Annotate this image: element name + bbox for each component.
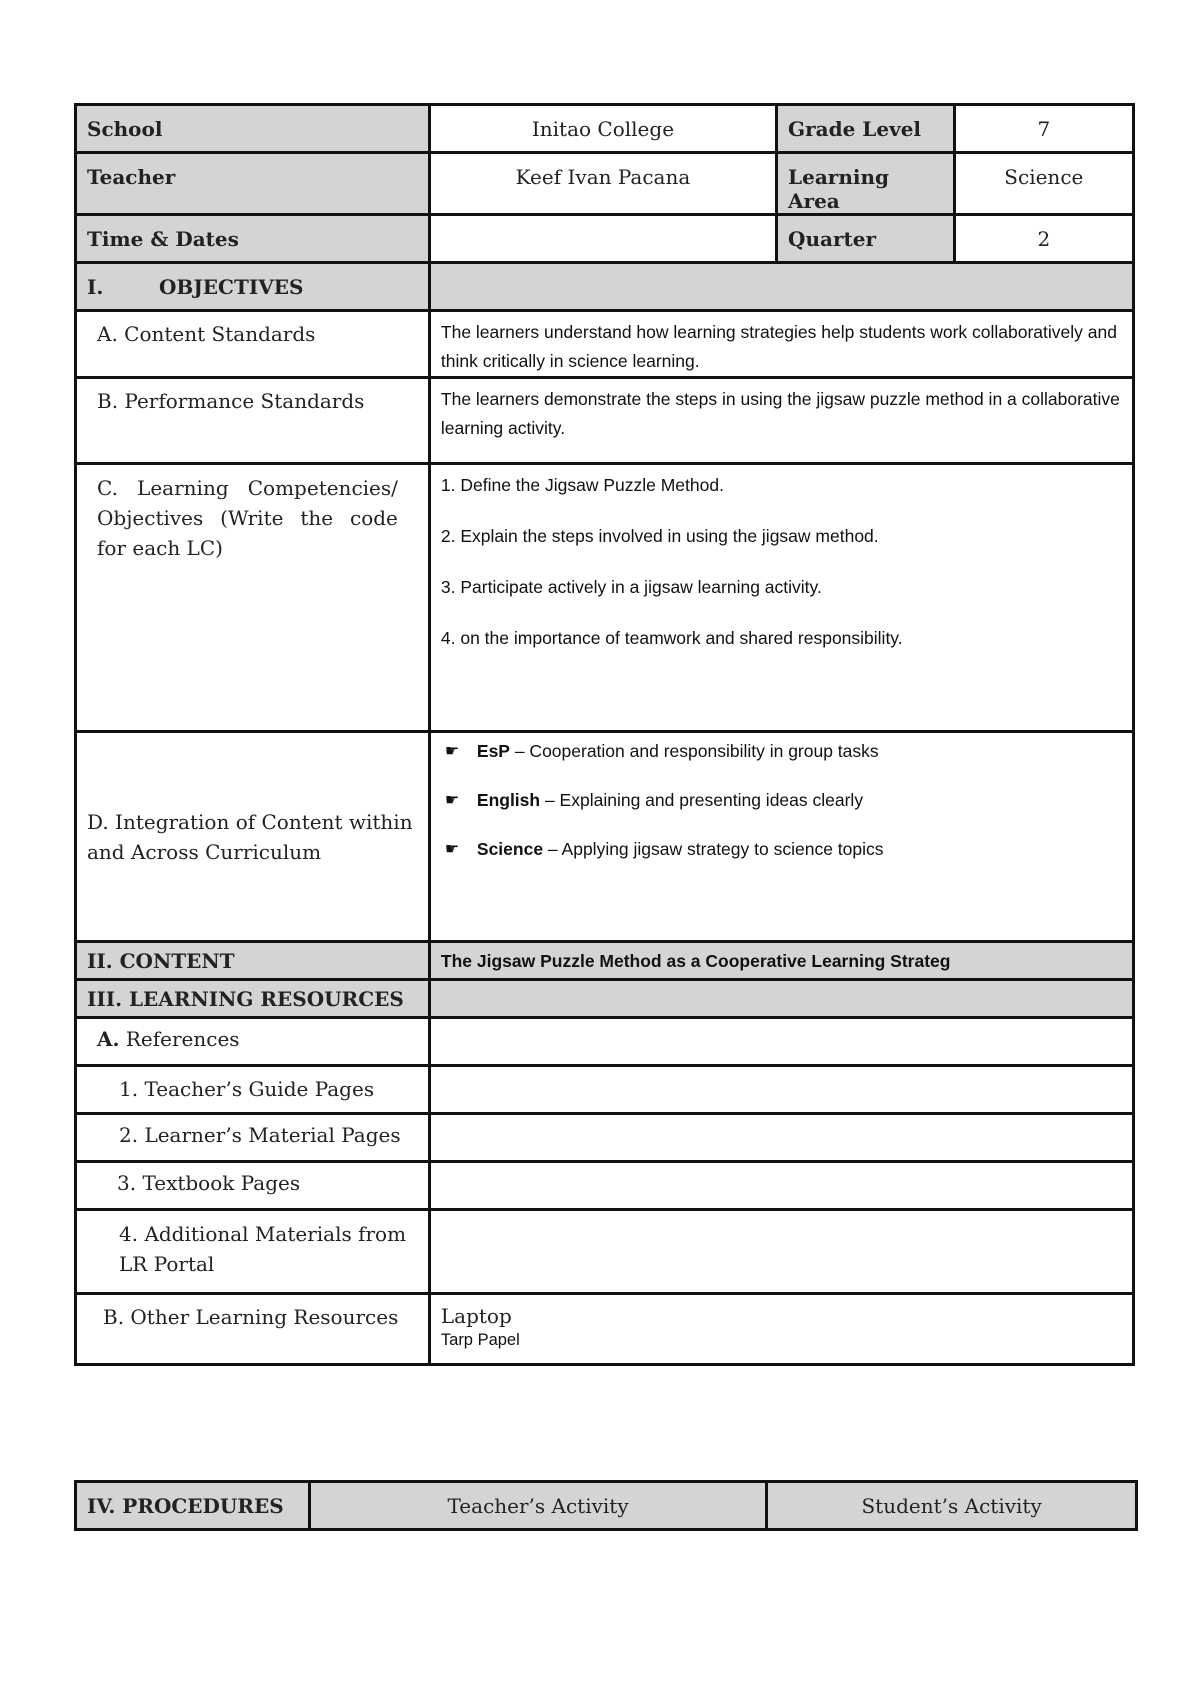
learning-area-label: Learning Area xyxy=(777,153,955,215)
references-prefix: A. xyxy=(97,1027,120,1051)
students-activity-header: Student’s Activity xyxy=(767,1482,1137,1530)
content-label: II. CONTENT xyxy=(76,942,430,980)
references-text: References xyxy=(119,1027,240,1051)
additional-materials-label: 4. Additional Materials from LR Portal xyxy=(76,1210,430,1294)
learners-material-label: 2. Learner’s Material Pages xyxy=(76,1114,430,1162)
teacher-label: Teacher xyxy=(76,153,430,215)
learning-competencies-label: C. Learning Competencies/ Objectives (Write the code for each LC) xyxy=(76,464,430,732)
objectives-heading-fill xyxy=(429,263,1133,311)
other-resources-label: B. Other Learning Resources xyxy=(76,1294,430,1365)
procedures-table xyxy=(74,1480,1138,1531)
references-label xyxy=(76,1018,430,1066)
integration-subject: EsP xyxy=(476,741,510,761)
integration-item xyxy=(445,786,1122,815)
references-value xyxy=(429,1018,1133,1066)
integration-text: – Applying jigsaw strategy to science topics xyxy=(543,839,884,859)
other-resource-item: Tarp Papel xyxy=(440,1331,520,1349)
other-resource-item: Laptop xyxy=(440,1304,512,1328)
procedures-label: IV. PROCEDURES xyxy=(76,1482,310,1530)
content-text: The Jigsaw Puzzle Method as a Cooperative Learning Strateg xyxy=(429,942,1133,980)
objectives-number: I. xyxy=(87,275,104,299)
lesson-plan-table xyxy=(74,103,1135,1366)
integration-subject: Science xyxy=(476,839,544,859)
learning-competencies-list xyxy=(429,464,1133,732)
pointing-hand-icon: ☛ xyxy=(444,792,460,809)
additional-materials-value xyxy=(429,1210,1133,1294)
teachers-activity-header: Teacher’s Activity xyxy=(309,1482,766,1530)
pointing-hand-icon: ☛ xyxy=(444,743,460,760)
learning-area-value: Science xyxy=(954,153,1133,215)
quarter-label: Quarter xyxy=(777,215,955,263)
integration-item xyxy=(445,737,1122,766)
competency-item: 2. Explain the steps involved in using the jigsaw method. xyxy=(440,526,879,546)
competency-item: 4. on the importance of teamwork and shared responsibility. xyxy=(440,628,903,648)
integration-text: – Cooperation and responsibility in group tasks xyxy=(509,741,879,761)
teachers-guide-label: 1. Teacher’s Guide Pages xyxy=(76,1066,430,1114)
objectives-heading xyxy=(76,263,430,311)
teacher-value: Keef Ivan Pacana xyxy=(429,153,776,215)
learning-resources-label: III. LEARNING RESOURCES xyxy=(76,980,430,1018)
grade-level-value: 7 xyxy=(954,105,1133,153)
content-standards-label: A. Content Standards xyxy=(76,311,430,378)
pointing-hand-icon: ☛ xyxy=(444,841,460,858)
time-dates-value xyxy=(429,215,776,263)
integration-list xyxy=(429,732,1133,942)
performance-standards-label: B. Performance Standards xyxy=(76,378,430,464)
textbook-value xyxy=(429,1162,1133,1210)
content-standards-text: The learners understand how learning strategies help students work collaboratively and think critically in science learning. xyxy=(429,311,1133,378)
integration-text: – Explaining and presenting ideas clearly xyxy=(540,790,864,810)
grade-level-label: Grade Level xyxy=(777,105,955,153)
learners-material-value xyxy=(429,1114,1133,1162)
school-value: Initao College xyxy=(429,105,776,153)
integration-item xyxy=(445,835,1122,864)
teachers-guide-value xyxy=(429,1066,1133,1114)
quarter-value: 2 xyxy=(954,215,1133,263)
other-resources-value xyxy=(429,1294,1133,1365)
time-dates-label: Time & Dates xyxy=(76,215,430,263)
performance-standards-text: The learners demonstrate the steps in using the jigsaw puzzle method in a collaborative learning activity. xyxy=(429,378,1133,464)
textbook-label: 3. Textbook Pages xyxy=(76,1162,430,1210)
integration-subject: English xyxy=(476,790,541,810)
learning-resources-fill xyxy=(429,980,1133,1018)
school-label: School xyxy=(76,105,430,153)
competency-item: 1. Define the Jigsaw Puzzle Method. xyxy=(440,475,724,495)
integration-label: D. Integration of Content within and Across Curriculum xyxy=(76,732,430,942)
competency-item: 3. Participate actively in a jigsaw learning activity. xyxy=(440,577,822,597)
objectives-title: OBJECTIVES xyxy=(159,275,304,299)
